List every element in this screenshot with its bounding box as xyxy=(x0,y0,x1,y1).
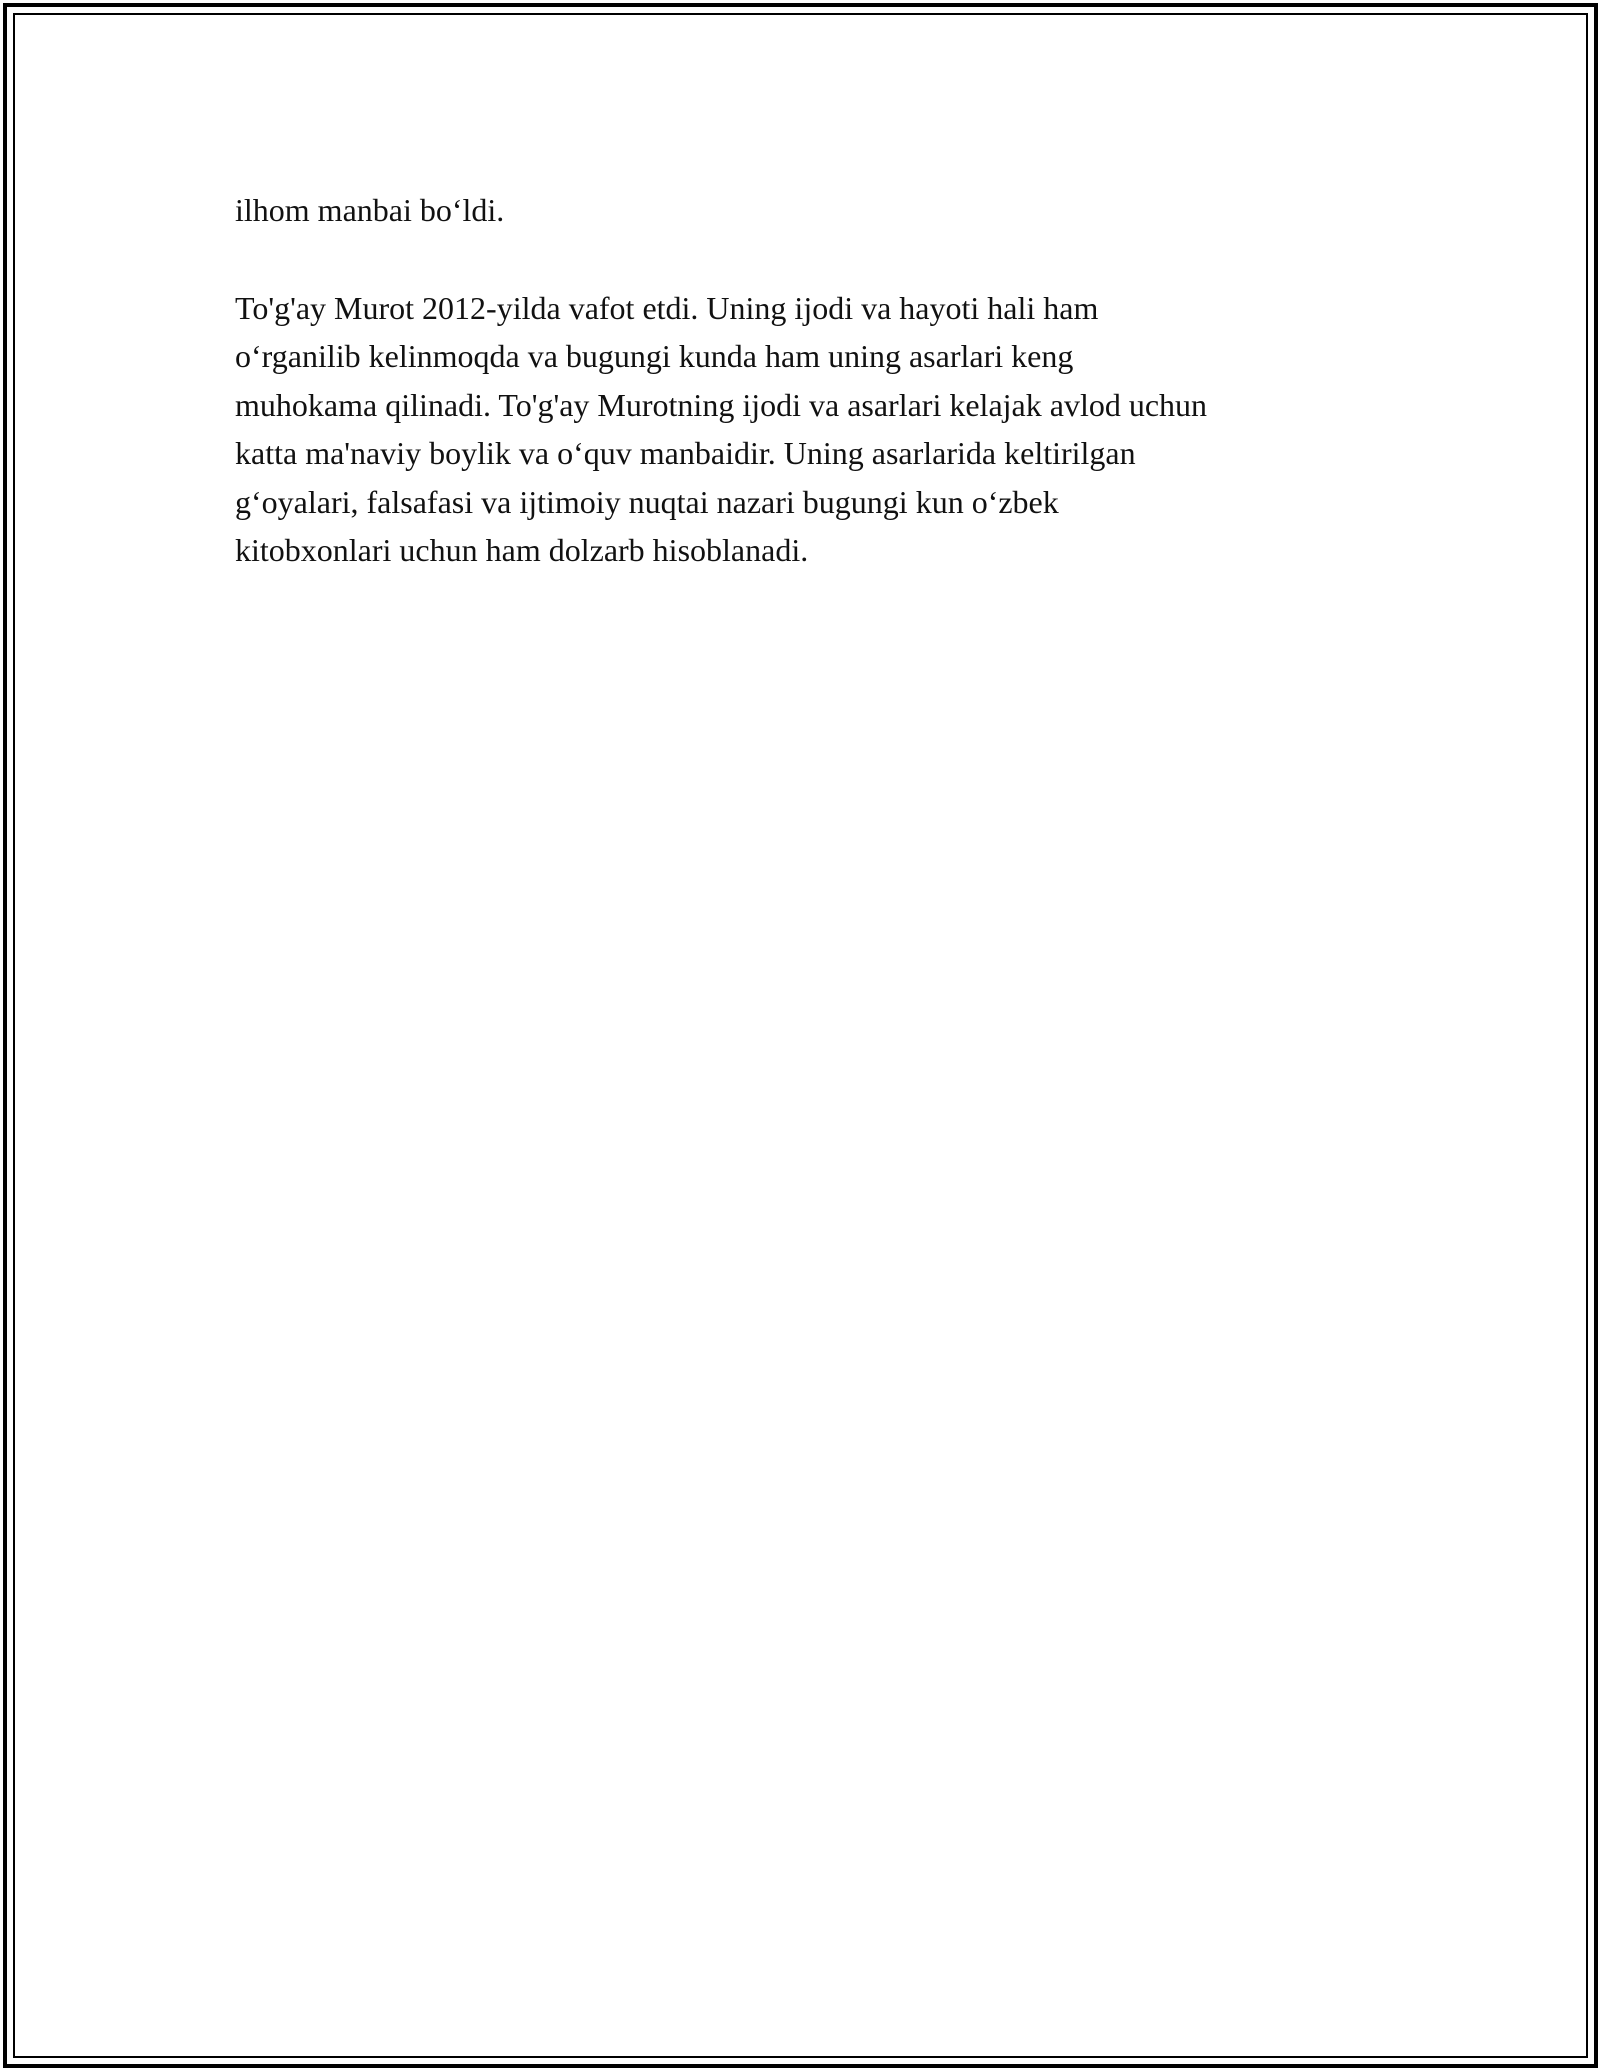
continuation-line: ilhom manbai bo‘ldi. xyxy=(235,192,505,228)
paragraph-line: To'g'ay Murot 2012-yilda vafot etdi. Uning ijodi va hayoti hali ham xyxy=(235,289,1099,326)
paragraph-line: muhokama qilinadi. To'g'ay Murotning ijodi va asarlari kelajak avlod uchun xyxy=(235,386,1208,423)
paragraph-line: kitobxonlari uchun ham dolzarb hisoblanadi. xyxy=(235,532,809,568)
paragraph xyxy=(235,284,1385,575)
document-body xyxy=(235,186,1385,575)
paragraph-line: o‘rganilib kelinmoqda va bugungi kunda ham uning asarlari keng xyxy=(235,338,1074,374)
paragraph-line: g‘oyalari, falsafasi va ijtimoiy nuqtai nazari bugungi kun o‘zbek xyxy=(235,483,1059,520)
paragraph-spacer xyxy=(235,235,1385,284)
paragraph-line: katta ma'naviy boylik va o‘quv manbaidir. Uning asarlarida keltirilgan xyxy=(235,435,1136,471)
